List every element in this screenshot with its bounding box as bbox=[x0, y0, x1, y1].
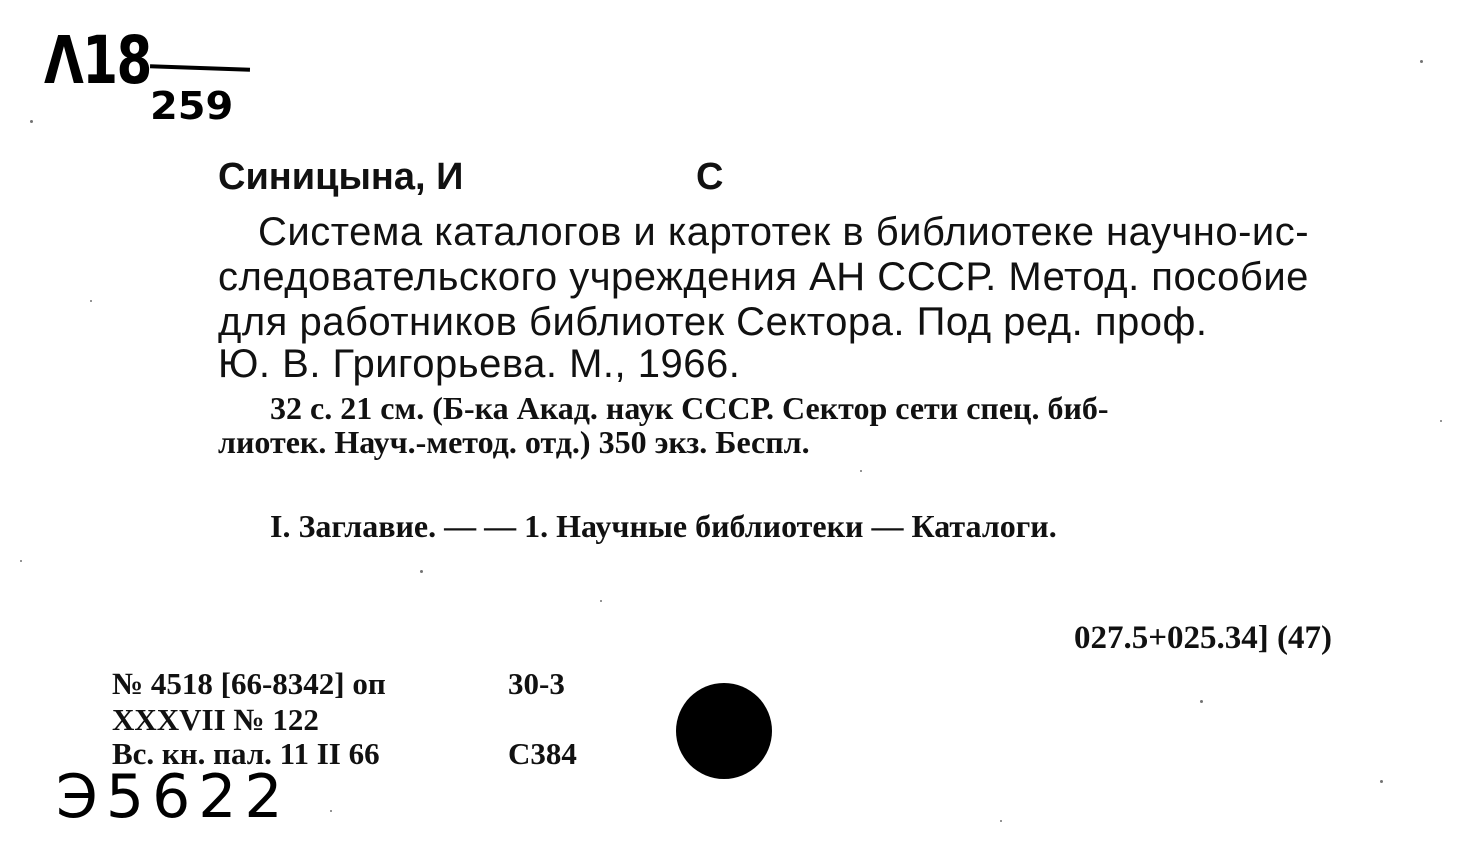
title-line-4: Ю. В. Григорьева. М., 1966. bbox=[218, 342, 741, 386]
title-line-1: Система каталогов и картотек в библиотеке научно-ис- bbox=[258, 210, 1310, 254]
scan-speck bbox=[1380, 780, 1383, 783]
physical-description-line-1: 32 с. 21 см. (Б-ка Акад. наук СССР. Сектор сети спец. биб- bbox=[270, 390, 1109, 426]
scan-speck bbox=[30, 120, 33, 123]
inventory-number-handwritten: Э5622 bbox=[56, 762, 291, 832]
print-code: 30-3 bbox=[508, 666, 565, 701]
subject-tracing: I. Заглавие. — — 1. Научные библиотеки — Каталоги. bbox=[270, 508, 1057, 544]
title-line-2: следовательского учреждения АН СССР. Метод. пособие bbox=[218, 255, 1309, 299]
scan-speck bbox=[20, 560, 22, 562]
physical-description-line-2: лиотек. Науч.-метод. отд.) 350 экз. Беспл. bbox=[218, 424, 810, 460]
fraction-line bbox=[150, 64, 250, 71]
book-chamber-date: Вс. кн. пал. 11 II 66 bbox=[112, 736, 380, 771]
scan-speck bbox=[420, 570, 423, 573]
scan-speck bbox=[330, 810, 332, 812]
scan-speck bbox=[1420, 60, 1423, 63]
author-initial: С bbox=[696, 156, 724, 198]
author-name: Синицына, И bbox=[218, 156, 464, 198]
author-code: С384 bbox=[508, 736, 577, 771]
punched-hole bbox=[676, 683, 772, 779]
scan-speck bbox=[1440, 420, 1442, 422]
series-number: XXXVII № 122 bbox=[112, 702, 319, 737]
order-number: № 4518 [66-8342] оп bbox=[112, 666, 386, 701]
scan-speck bbox=[1000, 820, 1002, 822]
title-line-3: для работников библиотек Сектора. Под ред. проф. bbox=[218, 300, 1208, 344]
shelfmark-number-handwritten: 259 bbox=[150, 84, 234, 128]
scan-speck bbox=[600, 600, 602, 602]
scan-speck bbox=[90, 300, 92, 302]
scan-speck bbox=[860, 470, 862, 472]
classification-number: 027.5+025.34] (47) bbox=[1074, 620, 1333, 656]
shelfmark-handwritten: Λ18 bbox=[44, 22, 151, 99]
scan-speck bbox=[1200, 700, 1203, 703]
